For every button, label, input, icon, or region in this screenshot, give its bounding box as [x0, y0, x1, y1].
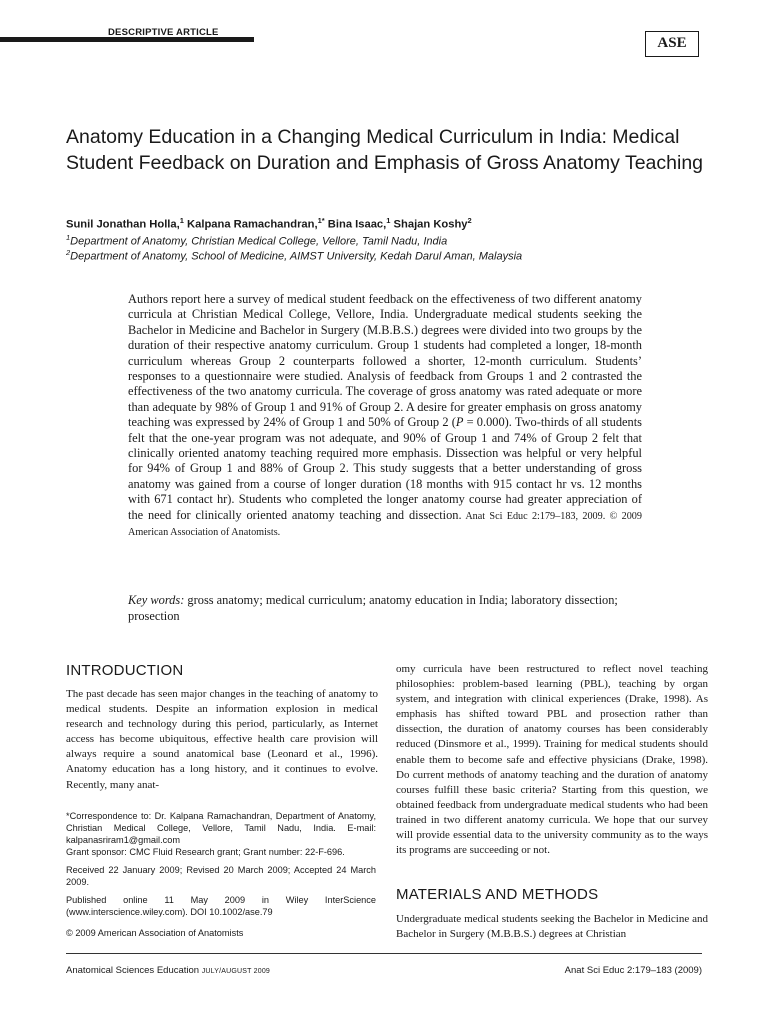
- affiliation-marker: 1: [66, 233, 71, 242]
- author-name: Sunil Jonathan Holla,: [66, 218, 180, 231]
- methods-text: Undergraduate medical students seeking the Bachelor in Medicine and Bachelor in Surgery (M.B.B.S.) degrees at Christian: [396, 913, 708, 941]
- author-affil-marker: 1*: [317, 216, 325, 225]
- journal-badge: ASE: [645, 31, 699, 57]
- footer-journal-name: Anatomical Sciences Education: [66, 965, 200, 976]
- affiliation: [66, 233, 447, 248]
- affiliation-text: Department of Anatomy, School of Medicine, AIMST University, Kedah Darul Aman, Malaysia: [70, 250, 523, 263]
- footer-rule: [66, 953, 702, 954]
- author-affil-marker: 2: [467, 216, 472, 225]
- footer-journal: [66, 965, 270, 976]
- keywords: [128, 592, 642, 624]
- abstract-text: = 0.000). Two-thirds of all students felt that the one-year program was not adequate, and 90% of Group 1 and 74% of Group 2 felt that clinically oriented anatomy teaching required more emphasis. Dissection was helpful or very helpful for 94% of Group 1 and 88% of Group 2. This study suggests that a better understanding of gross anatomy was gained from a course of longer duration (18 months with 915 contact hr vs. 12 months with 671 contact hr). Students who completed the longer anatomy course had greater appreciation of the need for clinically oriented anatomy teaching and dissection.: [128, 415, 642, 522]
- grant-note: Grant sponsor: CMC Fluid Research grant; Grant number: 22-F-696.: [66, 847, 345, 857]
- abstract-text: Authors report here a survey of medical student feedback on the effectiveness of two different anatomy curricula at Christian Medical College, Vellore, India. Undergraduate medical students seeking the Bachelor in Medicine and Bachelor in Surgery (M.B.B.S.) degrees were divided into two groups by the duration of their respective anatomy curriculum. Group 1 students had completed a longer, 18-month curriculum whereas Group 2 counterparts followed a shorter, 12-month curriculum. Students’ responses to a questionnaire were studied. Analysis of feedback from Groups 1 and 2 contrasted the effectiveness of the two anatomy curricula. The coverage of gross anatomy was rated adequate or more than adequate by 98% of Group 1 and 91% of Group 2. A desire for greater emphasis on gross anatomy teaching was expressed by 24% of Group 1 and 50% of Group 2 (: [128, 292, 642, 430]
- affiliation-text: Department of Anatomy, Christian Medical College, Vellore, Tamil Nadu, India: [70, 235, 448, 248]
- introduction-text: The past decade has seen major changes in the teaching of anatomy to medical students. Despite an information explosion in medical research and technology during this period, particularly, as Internet access has become ubiquitous, effective health care provision will always require a sound anatomical base (Leonard et al., 1996). Anatomy education has a long history, and it continues to evolve. Recently, many anat-: [66, 688, 378, 791]
- correspondence-note: *Correspondence to: Dr. Kalpana Ramachandran, Department of Anatomy, Christian Medical College, Vellore, Tamil Nadu, India. E-mail: kalpanasriram1@gmail.com: [66, 811, 376, 845]
- footnotes: [66, 810, 376, 924]
- p-value-symbol: P: [455, 415, 464, 430]
- introduction-continued-text: omy curricula have been restructured to reflect novel teaching philosophies: problem-based learning (PBL), teaching by organ system, and integration with clinical experiences (Drake, 1998). As emphasis has shifted toward PBL and prosection rather than dissection, the duration of anatomy courses has been considerably reduced (Dinsmore et al., 1999). Training for medical students should enable them to become safe and effective physicians (Drake, 1998). Do current methods of anatomy teaching and the duration of anatomy courses fulfill these basic criteria? Starting from this question, we obtained feedback from undergraduate medical students who had been trained in two different anatomy curricula. We hope that our survey will provide essential data to the university community as to the ways its programs are succeeding or not.: [396, 663, 708, 857]
- affiliation: [66, 248, 522, 263]
- section-heading-introduction: INTRODUCTION: [66, 662, 184, 679]
- keywords-label: Key words:: [128, 593, 185, 607]
- author-affil-marker: 1: [179, 216, 184, 225]
- section-label: DESCRIPTIVE ARTICLE: [108, 27, 219, 38]
- section-heading-methods: MATERIALS AND METHODS: [396, 886, 599, 903]
- publication-note: Published online 11 May 2009 in Wiley InterScience (www.interscience.wiley.com). DOI 10.1002/ase.79: [66, 895, 376, 917]
- article-title: Anatomy Education in a Changing Medical Curriculum in India: Medical Student Feedback on Duration and Emphasis of Gross Anatomy Teaching: [66, 126, 704, 174]
- author-name: Bina Isaac,: [324, 218, 387, 231]
- abstract: [128, 292, 642, 541]
- copyright-note: © 2009 American Association of Anatomists: [66, 928, 244, 938]
- affiliation-marker: 2: [66, 248, 71, 257]
- author-list: [66, 216, 472, 231]
- author-name: Shajan Koshy: [390, 218, 468, 231]
- author-affil-marker: 1: [386, 216, 391, 225]
- dates-note: Received 22 January 2009; Revised 20 March 2009; Accepted 24 March 2009.: [66, 865, 376, 887]
- author-name: Kalpana Ramachandran,: [183, 218, 318, 231]
- abstract-citation: Anat Sci Educ 2:179–183, 2009. © 2009 American Association of Anatomists.: [128, 510, 642, 539]
- keywords-text: gross anatomy; medical curriculum; anatomy education in India; laboratory dissection; prosection: [128, 593, 618, 623]
- footer-issue: JULY/AUGUST 2009: [201, 968, 271, 975]
- footer-citation: Anat Sci Educ 2:179–183 (2009): [564, 965, 702, 976]
